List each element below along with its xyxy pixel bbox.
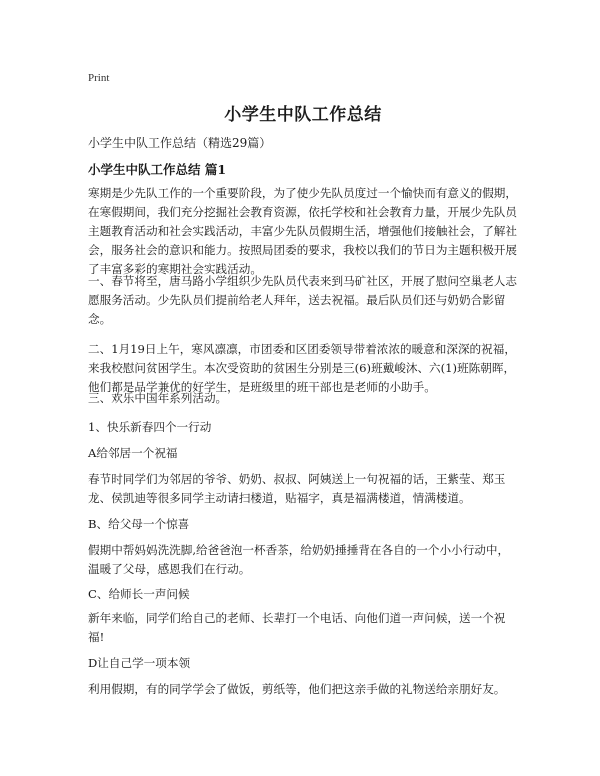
- paragraph-c-heading: C、给师长一声问候: [88, 587, 190, 601]
- paragraph-poverty-visit: 二、1月19日上午，寒风凛凛，市团委和区团委领导带着浓浓的暖意和深深的祝福，来我校慰问贫困学生。本次受资助的贫困生分别是三(6)班戴峻沐、六(1)班陈朝晖，他们都是品学兼优的好学生，是班级里的班干部也是老师的小助手。: [88, 342, 516, 394]
- paragraph-a-heading: A给邻居一个祝福: [88, 446, 178, 460]
- paragraph-a-body: 春节时同学们为邻居的爷爷、奶奶、叔叔、阿姨送上一句祝福的话，王紫莹、郑玉龙、侯凯迪等很多同学主动请扫楼道，贴福字，真是福满楼道，情满楼道。: [88, 472, 506, 505]
- document-title: 小学生中队工作总结: [224, 105, 382, 125]
- paragraph-b-heading: B、给父母一个惊喜: [88, 517, 190, 531]
- paragraph-b-body: 假期中帮妈妈洗洗脚,给爸爸泡一杯香茶，给奶奶捶捶背在各自的一个小小行动中，温暖了父母，感恩我们在行动。: [88, 543, 510, 576]
- document-subtitle: 小学生中队工作总结（精选29篇）: [88, 136, 272, 150]
- paragraph-happy-new-year: 三、欢乐中国年系列活动。: [88, 391, 228, 405]
- paragraph-d-body: 利用假期，有的同学学会了做饭，剪纸等，他们把这亲手做的礼物送给亲朋好友。: [88, 682, 506, 696]
- paragraph-four-actions: 1、快乐新春四个一行动: [88, 420, 212, 434]
- paragraph-c-body: 新年来临，同学们给自己的老师、长辈打一个电话、向他们道一声问候，送一个祝福!: [88, 611, 506, 644]
- paragraph-d-heading: D让自己学一项本领: [88, 656, 191, 670]
- print-label[interactable]: Print: [88, 72, 110, 84]
- paragraph-spring-festival-visit: 一、春节将至，唐马路小学组织少先队员代表来到马矿社区，开展了慰问空巢老人志愿服务活动。少先队员们提前给老人拜年，送去祝福。最后队员们还与奶奶合影留念。: [88, 274, 517, 326]
- paragraph-intro: 寒期是少先队工作的一个重要阶段，为了使少先队员度过一个愉快而有意义的假期，在寒假期间，我们充分挖掘社会教育资源，依托学校和社会教育力量，开展少先队员主题教育活动和社会实践活动，丰富少先队员假期生活，增强他们接触社会，了解社会，服务社会的意识和能力。按照局团委的要求，我校以我们的节日为主题积极开展了丰富多彩的寒期社会实践活动。: [88, 186, 517, 276]
- section-heading: 小学生中队工作总结 篇1: [88, 162, 227, 177]
